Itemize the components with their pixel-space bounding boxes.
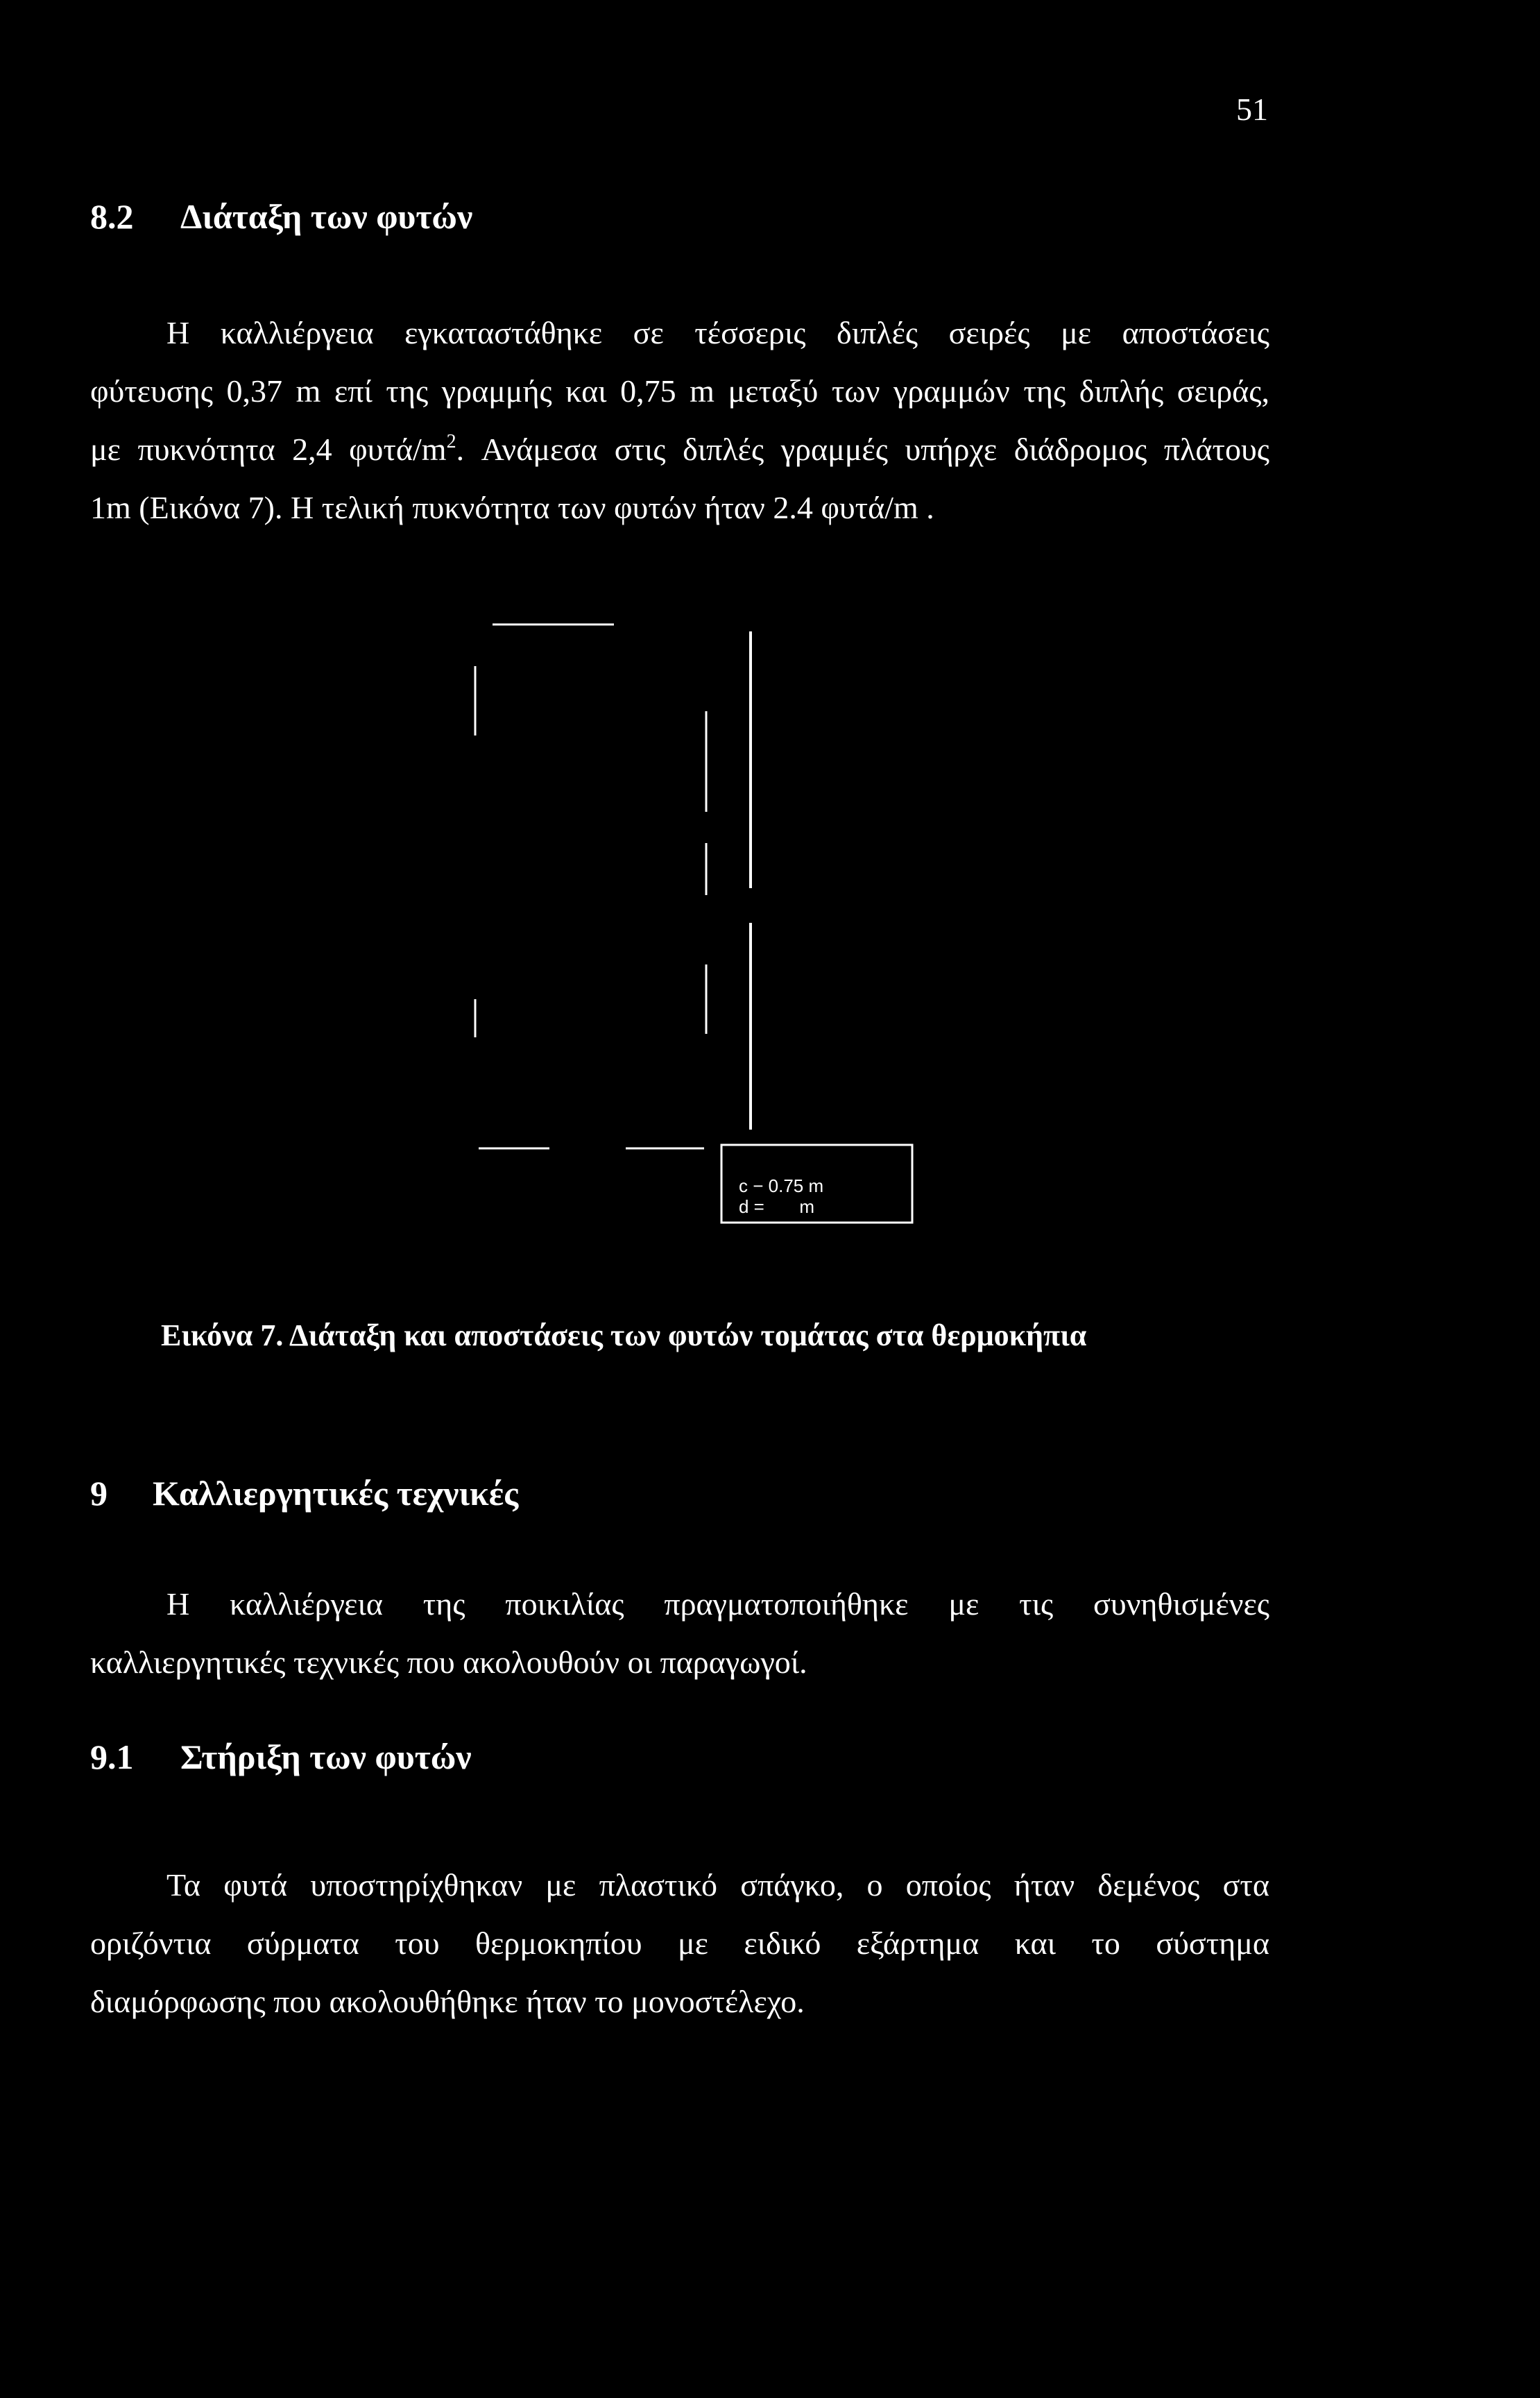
text-line: Η καλλιέργεια της ποικιλίας πραγματοποιήθηκε με τις συνηθισμένες	[166, 1586, 1269, 1622]
paragraph-plant-support	[90, 1856, 1269, 2031]
superscript: 2	[446, 431, 456, 452]
diagram-legend-d: d = m	[739, 1196, 815, 1217]
section-heading-9	[90, 1471, 518, 1515]
text-line: οριζόντια σύρματα του θερμοκηπίου με ειδικό εξάρτημα και το σύστημα	[90, 1925, 1269, 1961]
section-title: Καλλιεργητικές τεχνικές	[153, 1474, 519, 1513]
section-number: 9	[90, 1474, 108, 1513]
section-number: 9.1	[90, 1737, 134, 1776]
section-number: 8.2	[90, 197, 134, 236]
paragraph-cultivation-techniques	[90, 1575, 1269, 1692]
text-line: Τα φυτά υποστηρίχθηκαν με πλαστικό σπάγκο, ο οποίος ήταν δεμένος στα	[166, 1867, 1269, 1903]
figure-caption: Εικόνα 7. Διάταξη και αποστάσεις των φυτών τομάτας στα θερμοκήπια	[161, 1318, 1087, 1352]
diagram-legend-c: c − 0.75 m	[739, 1175, 824, 1196]
section-heading-9-1	[90, 1735, 472, 1779]
text-line: Η καλλιέργεια εγκαταστάθηκε σε τέσσερις διπλές σειρές με αποστάσεις	[166, 315, 1269, 350]
text-line: φύτευσης 0,37 m επί της γραμμής και 0,75 m μεταξύ των γραμμών της διπλής σειράς,	[90, 373, 1269, 409]
paragraph-plant-layout	[90, 304, 1269, 537]
plant-layout-diagram	[444, 611, 930, 1235]
text-line: καλλιεργητικές τεχνικές που ακολουθούν οι παραγωγοί.	[90, 1644, 807, 1680]
text-line: 1m (Εικόνα 7). Η τελική πυκνότητα των φυτών ήταν 2.4 φυτά/m .	[90, 490, 934, 525]
section-heading-8-2	[90, 194, 472, 239]
page-number: 51	[1236, 92, 1268, 127]
section-title: Στήριξη των φυτών	[180, 1737, 472, 1776]
section-title: Διάταξη των φυτών	[180, 197, 473, 236]
text-line: διαμόρφωσης που ακολουθήθηκε ήταν το μονοστέλεχο.	[90, 1984, 805, 2019]
text-line: με πυκνότητα 2,4 φυτά/$m^2$. Ανάμεσα στις διπλές γραμμές υπήρχε διάδρομος πλάτους	[90, 431, 1269, 467]
